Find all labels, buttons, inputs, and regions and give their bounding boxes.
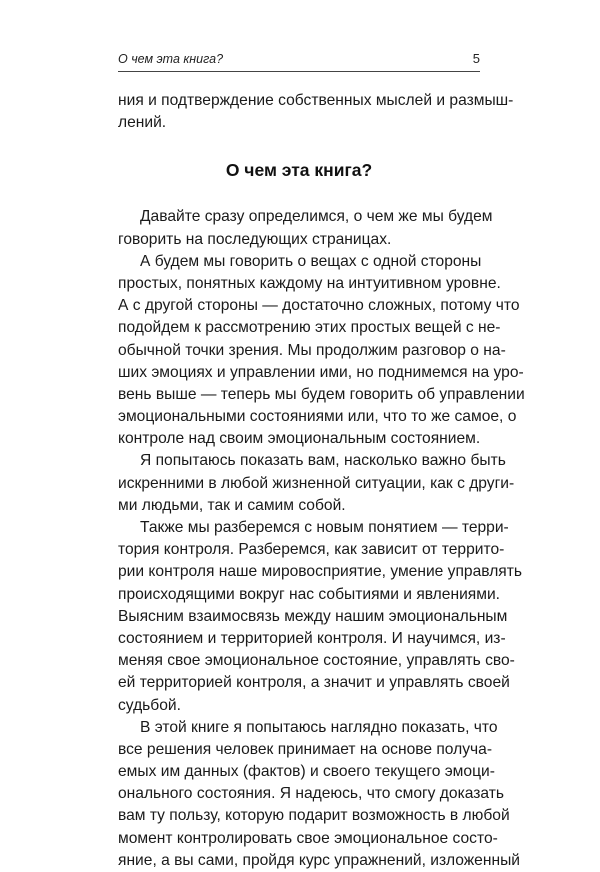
running-head (118, 50, 480, 72)
page-number: 5 (472, 51, 480, 66)
text-line: ми людьми, так и самим собой. (118, 496, 346, 514)
text-line: искренними в любой жизненной ситуации, как с други- (118, 474, 515, 492)
text-line: ния и подтверждение собственных мыслей и размыш- (118, 92, 514, 109)
text-line: подойдем к рассмотрению этих простых вещей с не- (118, 319, 501, 337)
text-line: тория контроля. Разберемся, как зависит от террито- (118, 541, 505, 559)
text-line: вень выше — теперь мы будем говорить об управлении (118, 385, 525, 403)
text-line: В этой книге я попытаюсь наглядно показать, что (140, 718, 498, 736)
text-line: А будем мы говорить о вещах с одной стороны (140, 252, 482, 270)
text-line: Выясним взаимосвязь между нашим эмоциональным (118, 607, 508, 625)
text-line: состоянием и территорией контроля. И научимся, из- (118, 629, 506, 647)
text-line: А с другой стороны — достаточно сложных, потому что (118, 297, 520, 315)
text-line: обычной точки зрения. Мы продолжим разговор о на- (118, 341, 506, 359)
text-line: Также мы разберемся с новым понятием — терри- (140, 519, 509, 536)
section-heading: О чем эта книга? (225, 160, 373, 181)
text-line: говорить на последующих страницах. (118, 230, 392, 248)
running-title: О чем эта книга? (118, 52, 224, 66)
text-line: момент контролировать свое эмоциональное состо- (118, 829, 498, 847)
text-line: ших эмоциях и управлении ими, но поднимемся на уро- (118, 363, 524, 381)
header-rule (118, 71, 480, 72)
text-line: лений. (118, 114, 167, 132)
text-line: емых им данных (фактов) и своего текущего эмоци- (118, 763, 495, 781)
text-line: Давайте сразу определимся, о чем же мы будем (140, 208, 493, 226)
text-line: Я попытаюсь показать вам, насколько важно быть (140, 452, 506, 470)
text-line: онального состояния. Я надеюсь, что смогу доказать (118, 785, 504, 803)
text-line: контроле над своим эмоциональным состоянием. (118, 430, 481, 448)
text-line: простых, понятных каждому на интуитивном уровне. (118, 274, 501, 292)
text-line: вам ту пользу, которую подарит возможность в любой (118, 807, 510, 825)
text-line: судьбой. (118, 696, 181, 714)
body-text (118, 90, 525, 872)
text-line: эмоциональными состояниями или, что то же самое, о (118, 408, 517, 426)
text-line: яние, а вы сами, пройдя курс упражнений, изложенный (118, 851, 520, 869)
text-line: все решения человек принимает на основе получа- (118, 740, 493, 758)
heading-block (118, 134, 480, 206)
text-line: происходящими вокруг нас событиями и явлениями. (118, 585, 500, 603)
text-line: меняя свое эмоциональное состояние, управлять сво- (118, 652, 515, 670)
text-line: рии контроля наше мировосприятие, умение управлять (118, 563, 523, 581)
text-line: ей территорией контроля, а значит и управлять своей (118, 674, 510, 692)
